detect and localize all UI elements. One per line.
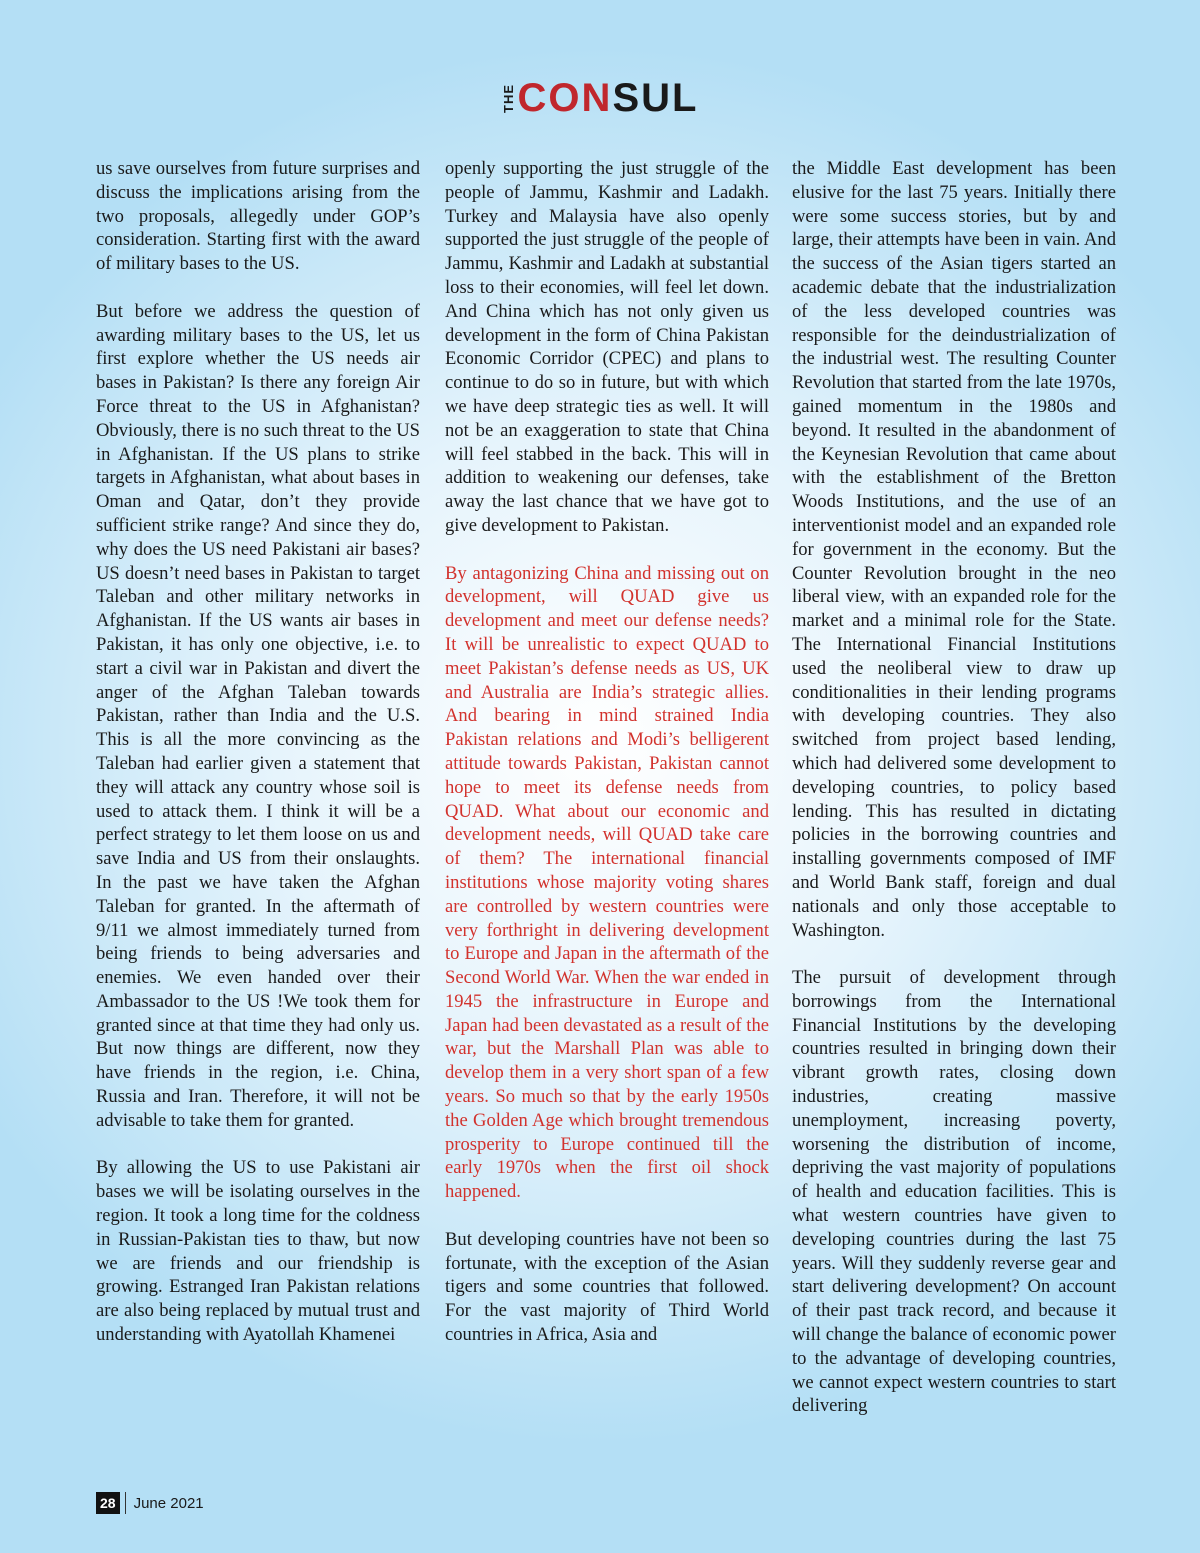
article-column-3: [792, 157, 1116, 1418]
page-footer: [96, 1491, 204, 1515]
page-number: 28: [96, 1492, 120, 1514]
article-column-2: [445, 157, 769, 1347]
column-3-paragraph-1: the Middle East development has been elusive for the last 75 years. Initially there were some success stories, but by and large, their attempts have been in vain. And the success of the Asian tigers started an academic debate that the industrialization of the less developed countries was responsible for the deindustrialization of the industrial west. The resulting Counter Revolution that started from the late 1970s, gained momentum in the 1980s and beyond. It resulted in the abandonment of the Keynesian Revolution that came about with the establishment of the Bretton Woods Institutions, and the use of an interventionist model and an expanded role for government in the economy. But the Counter Revolution brought in the neo liberal view, with an expanded role for the market and a minimal role for the State. The International Financial Institutions used the neoliberal view to draw up conditionalities in their lending programs with developing countries. They also switched from project based lending, which had delivered some development to developing countries, to policy based lending. This has resulted in dictating policies in the borrowing countries and installing governments composed of IMF and World Bank staff, foreign and dual nationals and only those acceptable to Washington.: [792, 158, 1116, 941]
logo-consul-text: [518, 78, 699, 118]
logo-the-text: THE: [500, 83, 516, 113]
column-1-paragraph-3: By allowing the US to use Pakistani air bases we will be isolating ourselves in the region. It took a long time for the coldness in Russian-Pakistan ties to thaw, but now we are friends and our friendship is growing. Estranged Iran Pakistan relations are also being replaced by mutual trust and understanding with Ayatollah Khamenei: [96, 1157, 420, 1346]
column-2-highlighted-paragraph: By antagonizing China and missing out on development, will QUAD give us development and meet our defense needs? It will be unrealistic to expect QUAD to meet Pakistan’s defense needs as US, UK and Australia are India’s strategic allies. And bearing in mind strained India Pakistan relations and Modi’s belligerent attitude towards Pakistan, Pakistan cannot hope to meet its defense needs from QUAD. What about our economic and development needs, will QUAD take care of them? The international financial institutions whose majority voting shares are controlled by western countries were very forthright in delivering development to Europe and Japan in the aftermath of the Second World War. When the war ended in 1945 the infrastructure in Europe and Japan had been devastated as a result of the war, but the Marshall Plan was able to develop them in a very short span of a few years. So much so that by the early 1950s the Golden Age which brought tremendous prosperity to Europe continued till the early 1970s when the first oil shock happened.: [445, 562, 769, 1203]
logo-con-part: CON: [517, 76, 613, 120]
masthead: [0, 74, 1200, 122]
column-2-paragraph-3: But developing countries have not been so fortunate, with the exception of the Asian tigers and some countries that followed. For the vast majority of Third World countries in Africa, Asia and: [445, 1228, 769, 1346]
issue-date: June 2021: [133, 1494, 204, 1512]
column-2-paragraph-1: openly supporting the just struggle of the people of Jammu, Kashmir and Ladakh. Turkey and Malaysia have also openly supported the just struggle of the people of Jammu, Kashmir and Ladakh at substantial loss to their economies, will feel let down. And China which has not only given us development in the form of China Pakistan Economic Corridor (CPEC) and plans to continue to do so in future, but with which we have deep strategic ties as well. It will not be an exaggeration to state that China will feel stabbed in the back. This will in addition to weakening our defenses, take away the last chance that we have got to give development to Pakistan.: [445, 158, 769, 536]
logo-sul-part: SUL: [612, 76, 699, 120]
the-consul-logo: [502, 78, 699, 118]
article-column-1: [96, 157, 420, 1347]
footer-divider: [125, 1492, 126, 1514]
column-1-paragraph-2: But before we address the question of awarding military bases to the US, let us first explore whether the US needs air bases in Pakistan? Is there any foreign Air Force threat to the US in Afghanistan? Obviously, there is no such threat to the US in Afghanistan. If the US plans to strike targets in Afghanistan, what about bases in Oman and Qatar, don’t they provide sufficient strike range? And since they do, why does the US need Pakistani air bases? US doesn’t need bases in Pakistan to target Taleban and other military networks in Afghanistan. If the US wants air bases in Pakistan, it has only one objective, i.e. to start a civil war in Pakistan and divert the anger of the Afghan Taleban towards Pakistan, rather than India and the U.S. This is all the more convincing as the Taleban had earlier given a statement that they will attack any country whose soil is used to attack them. I think it will be a perfect strategy to let them loose on us and save India and US from their onslaughts. In the past we have taken the Afghan Taleban for granted. In the aftermath of 9/11 we almost immediately turned from being friends to being adversaries and enemies. We even handed over their Ambassador to the US !We took them for granted since at that time they had only us. But now things are different, now they have friends in the region, i.e. China, Russia and Iran. Therefore, it will not be advisable to take them for granted.: [96, 300, 420, 1131]
column-1-paragraph-1: us save ourselves from future surprises and discuss the implications arising from the two proposals, allegedly under GOP’s consideration. Starting first with the award of military bases to the US.: [96, 158, 420, 275]
column-3-paragraph-2: The pursuit of development through borrowings from the International Financial Institutions by the developing countries resulted in bringing down their vibrant growth rates, closing down industries, creating massive unemployment, increasing poverty, worsening the distribution of income, depriving the vast majority of populations of health and education facilities. This is what western countries have given to developing countries during the last 75 years. Will they suddenly reverse gear and start delivering development? On account of their past track record, and because it will change the balance of economic power to the advantage of developing countries, we cannot expect western countries to start delivering: [792, 967, 1116, 1417]
